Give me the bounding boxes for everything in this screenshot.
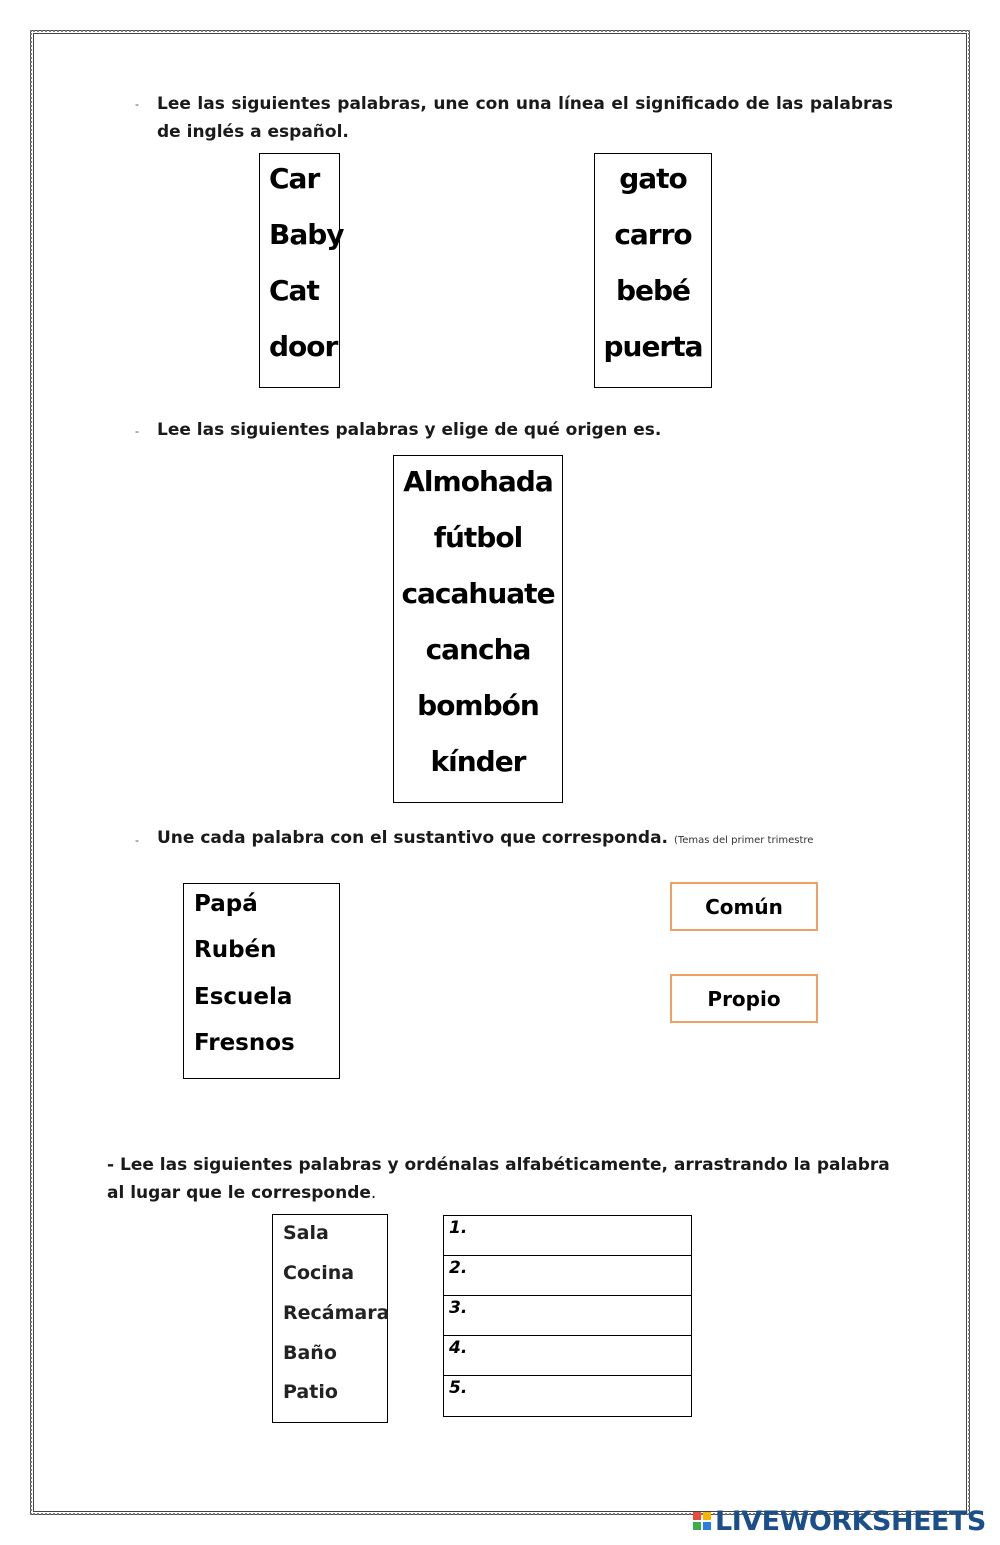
instruction-1: Lee las siguientes palabras, une con una línea el significado de las palabras de inglés a español. [157,94,893,142]
room-word[interactable]: Patio [283,1381,338,1403]
slot-number: 1. [449,1218,468,1238]
liveworksheets-logo [693,1505,986,1537]
instruction-3-text: Une cada palabra con el sustantivo que corresponda. [157,828,669,848]
order-slot-2[interactable] [443,1255,692,1296]
noun-word[interactable]: Escuela [194,984,293,1010]
instruction-2: Lee las siguientes palabras y elige de qué origen es. [157,420,662,440]
spanish-word[interactable]: carro [614,218,692,251]
room-word[interactable]: Sala [283,1222,329,1244]
slot-number: 3. [449,1298,468,1318]
origin-word[interactable]: Almohada [403,465,553,498]
origin-word[interactable]: bombón [417,689,539,722]
order-slot-5[interactable] [443,1375,692,1417]
instruction-4-prefix: - [107,1155,120,1175]
category-comun[interactable]: Común [670,882,818,931]
origin-word[interactable]: cacahuate [401,577,555,610]
slot-number: 4. [449,1338,468,1358]
order-slot-3[interactable] [443,1295,692,1336]
spanish-word[interactable]: bebé [615,274,691,307]
english-word[interactable]: Baby [269,218,344,251]
spanish-word[interactable]: gato [619,162,687,195]
instruction-4-text: Lee las siguientes palabras y ordénalas alfabéticamente, arrastrando la palabra al lugar que le corresponde [107,1155,890,1203]
english-word[interactable]: Cat [269,274,319,307]
origin-word[interactable]: cancha [425,633,531,666]
instruction-4-suffix: . [370,1183,377,1203]
order-slot-4[interactable] [443,1335,692,1376]
instruction-3-note: (Temas del primer trimestre [673,835,814,846]
room-word[interactable]: Baño [283,1342,337,1364]
category-propio[interactable]: Propio [670,974,818,1023]
english-word[interactable]: Car [269,162,320,195]
noun-word[interactable]: Fresnos [194,1030,295,1056]
instruction-3 [157,824,917,855]
bullet-dash: - [135,833,139,847]
logo-squares-icon [693,1512,711,1530]
logo-text: LIVEWORKSHEETS [715,1505,986,1537]
room-word[interactable]: Cocina [283,1262,355,1284]
bullet-dash: - [135,97,139,111]
noun-word[interactable]: Rubén [194,937,277,963]
bullet-dash: - [135,424,139,438]
spanish-word[interactable]: puerta [603,330,703,363]
slot-number: 5. [449,1378,468,1398]
origin-word[interactable]: kínder [430,745,526,778]
order-slot-1[interactable] [443,1215,692,1256]
noun-word[interactable]: Papá [194,891,258,917]
origin-word[interactable]: fútbol [433,521,523,554]
slot-number: 2. [449,1258,468,1278]
room-word[interactable]: Recámara [283,1302,390,1324]
instruction-4 [107,1151,897,1207]
english-word[interactable]: door [269,330,338,363]
